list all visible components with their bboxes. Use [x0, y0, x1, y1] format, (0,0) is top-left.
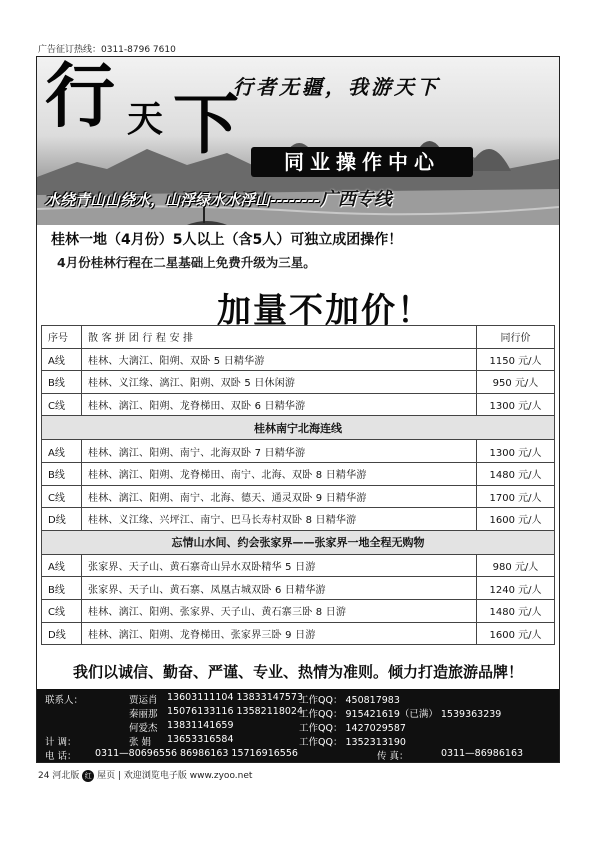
table-row [42, 554, 555, 577]
label-contacts: 联系人： [45, 695, 84, 706]
office-phones: 0311—80696556 86986163 15716916556 [95, 748, 298, 759]
route-price: 1150 元/人 [477, 348, 555, 371]
header-price: 同行价 [477, 326, 555, 349]
route-desc: 桂林、义江缘、兴坪江、南宁、巴马长寿村双卧 8 日精华游 [82, 508, 477, 531]
route-desc: 桂林、漓江、阳朔、张家界、天子山、黄石寨三卧 8 日游 [82, 599, 477, 622]
table-row [42, 485, 555, 508]
guangxi-tag: 广西专线 [319, 189, 392, 210]
route-id: C线 [42, 393, 82, 416]
slogan: 行者无疆，我游天下 [233, 75, 440, 99]
poem-text: 水绕青山山绕水，山浮绿水水浮山-------- [45, 191, 320, 209]
table-row [42, 348, 555, 371]
table-row [42, 622, 555, 645]
header-route: 散 客 拼 团 行 程 安 排 [82, 326, 477, 349]
poem-line [45, 185, 392, 211]
route-price: 1700 元/人 [477, 485, 555, 508]
route-desc: 桂林、漓江、阳朔、南宁、北海、德天、通灵双卧 9 日精华游 [82, 485, 477, 508]
route-id: D线 [42, 622, 82, 645]
route-desc: 桂林、义江缘、漓江、阳朔、双卧 5 日休闲游 [82, 371, 477, 394]
route-desc: 桂林、漓江、阳朔、龙脊梯田、张家界三卧 9 日游 [82, 622, 477, 645]
page-footer [38, 768, 252, 782]
table-row [42, 371, 555, 394]
route-id: C线 [42, 599, 82, 622]
contact-phones: 13653316584 [167, 734, 234, 745]
route-id: A线 [42, 440, 82, 463]
route-desc: 桂林、漓江、阳朔、南宁、北海双卧 7 日精华游 [82, 440, 477, 463]
contact-name: 秦丽那 [129, 709, 158, 720]
fax-number: 0311—86986163 [441, 748, 524, 759]
contact-name: 贾运肖 [129, 695, 158, 706]
route-price: 1480 元/人 [477, 599, 555, 622]
label-phone: 电 话： [45, 751, 77, 762]
route-id: C线 [42, 485, 82, 508]
section-title: 忘情山水间、约会张家界——张家界一地全程无购物 [42, 530, 555, 554]
hotline-text: 广告征订热线：0311-8796 7610 [38, 45, 176, 55]
route-id: B线 [42, 462, 82, 485]
promo-headline: 加量不加价！ [217, 291, 433, 331]
section-header [42, 530, 555, 554]
contact-qq: 工作QQ： 450817983 [299, 695, 400, 706]
route-price: 1240 元/人 [477, 577, 555, 600]
route-price: 1600 元/人 [477, 622, 555, 645]
section-title: 桂林南宁北海连线 [42, 416, 555, 440]
route-id: B线 [42, 577, 82, 600]
route-id: B线 [42, 371, 82, 394]
section-header [42, 416, 555, 440]
route-desc: 张家界、天子山、黄石寨奇山异水双卧精华 5 日游 [82, 554, 477, 577]
route-id: A线 [42, 554, 82, 577]
ad-frame [36, 56, 560, 763]
edition-label: 河北版 [52, 771, 80, 781]
contact-name: 何爱杰 [129, 723, 158, 734]
contact-phones: 15076133116 13582118024 [167, 706, 303, 717]
promo-line-1: 桂林一地（4月份）5人以上（含5人）可独立成团操作！ [51, 232, 403, 248]
route-desc: 桂林、漓江、阳朔、龙脊梯田、南宁、北海、双卧 8 日精华游 [82, 462, 477, 485]
itinerary-table [41, 325, 555, 645]
label-fax: 传 真： [377, 751, 409, 762]
route-id: A线 [42, 348, 82, 371]
logo-char-xing: 行 [45, 57, 115, 137]
header-number: 序号 [42, 326, 82, 349]
logo-char-xia: 下 [173, 85, 239, 163]
contact-name: 张 娟 [129, 737, 152, 748]
contact-block [37, 689, 559, 762]
route-id: D线 [42, 508, 82, 531]
route-price: 1600 元/人 [477, 508, 555, 531]
promo-line-2: 4月份桂林行程在二星基础上免费升级为三星。 [57, 255, 316, 270]
contact-phones: 13603111104 13833147573 [167, 692, 303, 703]
route-price: 1300 元/人 [477, 440, 555, 463]
route-price: 950 元/人 [477, 371, 555, 394]
route-price: 1480 元/人 [477, 462, 555, 485]
contact-phones: 13831141659 [167, 720, 234, 731]
route-desc: 张家界、天子山、黄石寨、凤凰古城双卧 6 日精华游 [82, 577, 477, 600]
logo-char-tian: 天 [127, 98, 164, 140]
contact-qq: 工作QQ： 1352313190 [299, 737, 406, 748]
brand-name: 屋页 [97, 771, 116, 781]
page-number: 24 [38, 771, 50, 781]
company-motto: 我们以诚信、勤奋、严谨、专业、热情为准则。倾力打造旅游品牌！ [72, 663, 523, 681]
table-row [42, 440, 555, 463]
banner [37, 57, 559, 282]
contact-qq: 工作QQ： 1427029587 [299, 723, 406, 734]
table-header-row [42, 326, 555, 349]
table-row [42, 508, 555, 531]
operation-center-title: 同业操作中心 [251, 147, 473, 177]
table-row [42, 462, 555, 485]
brand-logo-icon: 红 [82, 770, 94, 782]
contact-qq: 工作QQ： 915421619（已满） 1539363239 [299, 709, 502, 720]
table-row [42, 393, 555, 416]
route-desc: 桂林、漓江、阳朔、龙脊梯田、双卧 6 日精华游 [82, 393, 477, 416]
footer-separator: | [117, 771, 122, 781]
route-price: 1300 元/人 [477, 393, 555, 416]
label-dispatch: 计 调： [45, 737, 77, 748]
table-row [42, 599, 555, 622]
route-desc: 桂林、大漓江、阳朔、双卧 5 日精华游 [82, 348, 477, 371]
table-row [42, 577, 555, 600]
route-price: 980 元/人 [477, 554, 555, 577]
footer-website[interactable]: 欢迎浏览电子版 www.zyoo.net [123, 771, 253, 781]
